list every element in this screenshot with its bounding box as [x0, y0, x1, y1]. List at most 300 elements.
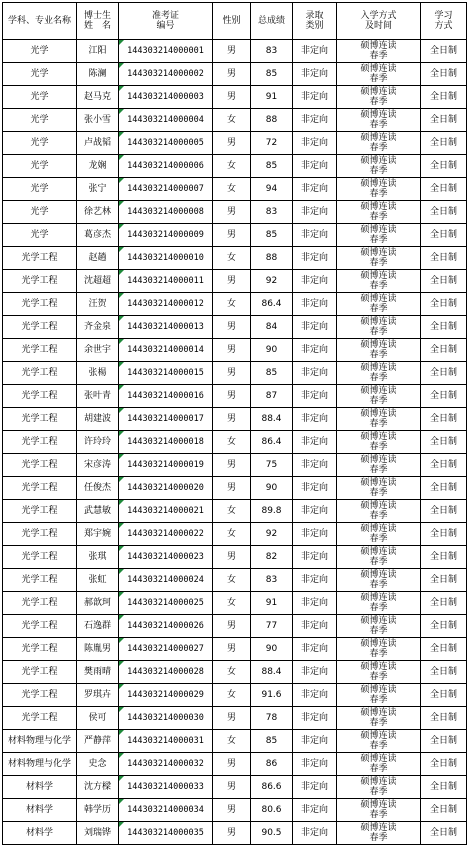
enroll-term-line: 春季 [369, 810, 388, 820]
major-cell: 材料物理与化学 [3, 753, 77, 776]
gender-cell: 女 [213, 569, 251, 592]
score-cell: 85 [251, 155, 293, 178]
admit-type-cell: 非定向 [293, 753, 337, 776]
table-row [3, 339, 467, 362]
admit-type-cell: 非定向 [293, 776, 337, 799]
enroll-term-line: 春季 [369, 51, 388, 61]
score-cell: 83 [251, 40, 293, 63]
score-cell: 80.6 [251, 799, 293, 822]
score-cell: 90 [251, 339, 293, 362]
score-cell: 87 [251, 385, 293, 408]
table-row [3, 454, 467, 477]
name-cell: 罗琪卉 [77, 684, 119, 707]
name-cell: 郝歆珂 [77, 592, 119, 615]
admit-type-cell: 非定向 [293, 684, 337, 707]
study-mode-cell: 全日制 [421, 178, 467, 201]
table-row [3, 247, 467, 270]
gender-cell: 男 [213, 224, 251, 247]
major-cell: 光学 [3, 132, 77, 155]
gender-cell: 女 [213, 592, 251, 615]
exam-id-cell: 144303214000015 [119, 362, 213, 385]
exam-id-cell: 144303214000009 [119, 224, 213, 247]
exam-id-cell: 144303214000035 [119, 822, 213, 845]
admit-type-cell: 非定向 [293, 86, 337, 109]
exam-id-cell: 144303214000024 [119, 569, 213, 592]
enroll-mode-cell [337, 707, 421, 730]
enroll-mode-cell [337, 201, 421, 224]
gender-cell: 男 [213, 408, 251, 431]
name-cell: 任俊杰 [77, 477, 119, 500]
major-cell: 光学工程 [3, 684, 77, 707]
enroll-mode-line: 硕博连读 [360, 409, 397, 419]
admit-type-cell: 非定向 [293, 592, 337, 615]
enroll-mode-line: 硕博连读 [360, 777, 397, 787]
table-row [3, 316, 467, 339]
name-cell: 沈方樑 [77, 776, 119, 799]
enroll-mode-cell [337, 523, 421, 546]
enroll-term-line: 春季 [369, 741, 388, 751]
exam-id-cell: 144303214000025 [119, 592, 213, 615]
admit-type-cell: 非定向 [293, 500, 337, 523]
score-cell: 83 [251, 201, 293, 224]
admit-type-cell: 非定向 [293, 178, 337, 201]
header-score: 总成绩 [251, 3, 293, 40]
name-cell: 赵马克 [77, 86, 119, 109]
header-row [3, 3, 467, 40]
admit-type-cell: 非定向 [293, 615, 337, 638]
enroll-mode-line: 硕博连读 [360, 340, 397, 350]
gender-cell: 男 [213, 707, 251, 730]
name-cell: 郑宇婉 [77, 523, 119, 546]
study-mode-cell: 全日制 [421, 86, 467, 109]
enroll-term-line: 春季 [369, 649, 388, 659]
major-cell: 光学工程 [3, 615, 77, 638]
study-mode-cell: 全日制 [421, 316, 467, 339]
header-admit-type: 录取 类别 [293, 3, 337, 40]
gender-cell: 女 [213, 293, 251, 316]
score-cell: 91 [251, 86, 293, 109]
enroll-mode-cell [337, 799, 421, 822]
admit-type-cell: 非定向 [293, 730, 337, 753]
exam-id-cell: 144303214000001 [119, 40, 213, 63]
exam-id-cell: 144303214000023 [119, 546, 213, 569]
major-cell: 光学 [3, 201, 77, 224]
enroll-mode-cell [337, 40, 421, 63]
exam-id-cell: 144303214000006 [119, 155, 213, 178]
enroll-mode-line: 硕博连读 [360, 455, 397, 465]
score-cell: 92 [251, 523, 293, 546]
gender-cell: 男 [213, 339, 251, 362]
major-cell: 光学工程 [3, 661, 77, 684]
name-cell: 张小雪 [77, 109, 119, 132]
enroll-term-line: 春季 [369, 465, 388, 475]
exam-id-cell: 144303214000007 [119, 178, 213, 201]
name-cell: 沈超超 [77, 270, 119, 293]
name-cell: 许玲玲 [77, 431, 119, 454]
enroll-term-line: 春季 [369, 281, 388, 291]
admit-type-cell: 非定向 [293, 270, 337, 293]
exam-id-cell: 144303214000012 [119, 293, 213, 316]
name-cell: 张宁 [77, 178, 119, 201]
enroll-mode-cell [337, 86, 421, 109]
name-cell: 张琪 [77, 546, 119, 569]
exam-id-cell: 144303214000026 [119, 615, 213, 638]
enroll-mode-cell [337, 615, 421, 638]
enroll-mode-line: 硕博连读 [360, 823, 397, 833]
score-cell: 91.6 [251, 684, 293, 707]
study-mode-cell: 全日制 [421, 155, 467, 178]
study-mode-cell: 全日制 [421, 40, 467, 63]
enroll-mode-cell [337, 339, 421, 362]
enroll-mode-cell [337, 431, 421, 454]
enroll-mode-line: 硕博连读 [360, 731, 397, 741]
score-cell: 88 [251, 109, 293, 132]
enroll-mode-line: 硕博连读 [360, 593, 397, 603]
study-mode-cell: 全日制 [421, 730, 467, 753]
study-mode-cell: 全日制 [421, 500, 467, 523]
exam-id-cell: 144303214000021 [119, 500, 213, 523]
major-cell: 光学工程 [3, 385, 77, 408]
enroll-mode-line: 硕博连读 [360, 294, 397, 304]
admit-type-cell: 非定向 [293, 661, 337, 684]
study-mode-cell: 全日制 [421, 822, 467, 845]
study-mode-cell: 全日制 [421, 63, 467, 86]
score-cell: 82 [251, 546, 293, 569]
major-cell: 光学工程 [3, 362, 77, 385]
admit-type-cell: 非定向 [293, 316, 337, 339]
enroll-term-line: 春季 [369, 557, 388, 567]
exam-id-cell: 144303214000014 [119, 339, 213, 362]
table-row [3, 155, 467, 178]
name-cell: 胡建波 [77, 408, 119, 431]
gender-cell: 女 [213, 247, 251, 270]
enroll-mode-cell [337, 247, 421, 270]
major-cell: 材料学 [3, 822, 77, 845]
name-cell: 史念 [77, 753, 119, 776]
enroll-term-line: 春季 [369, 626, 388, 636]
enroll-term-line: 春季 [369, 833, 388, 843]
exam-id-cell: 144303214000020 [119, 477, 213, 500]
gender-cell: 男 [213, 477, 251, 500]
enroll-mode-line: 硕博连读 [360, 179, 397, 189]
enroll-mode-line: 硕博连读 [360, 248, 397, 258]
table-row [3, 408, 467, 431]
name-cell: 卢战韬 [77, 132, 119, 155]
admit-type-cell: 非定向 [293, 799, 337, 822]
study-mode-cell: 全日制 [421, 684, 467, 707]
enroll-mode-cell [337, 822, 421, 845]
gender-cell: 女 [213, 431, 251, 454]
admit-type-cell: 非定向 [293, 822, 337, 845]
admit-type-cell: 非定向 [293, 546, 337, 569]
enroll-term-line: 春季 [369, 166, 388, 176]
exam-id-cell: 144303214000011 [119, 270, 213, 293]
enroll-term-line: 春季 [369, 212, 388, 222]
enroll-mode-line: 硕博连读 [360, 432, 397, 442]
enroll-mode-line: 硕博连读 [360, 64, 397, 74]
major-cell: 光学 [3, 224, 77, 247]
enroll-mode-cell [337, 730, 421, 753]
enroll-term-line: 春季 [369, 258, 388, 268]
exam-id-cell: 144303214000008 [119, 201, 213, 224]
enroll-mode-line: 硕博连读 [360, 271, 397, 281]
enroll-term-line: 春季 [369, 672, 388, 682]
enroll-term-line: 春季 [369, 396, 388, 406]
enroll-term-line: 春季 [369, 304, 388, 314]
name-cell: 张叶青 [77, 385, 119, 408]
enroll-mode-line: 硕博连读 [360, 547, 397, 557]
enroll-mode-cell [337, 316, 421, 339]
score-cell: 85 [251, 730, 293, 753]
table-row [3, 201, 467, 224]
enroll-mode-cell [337, 155, 421, 178]
gender-cell: 男 [213, 822, 251, 845]
admit-type-cell: 非定向 [293, 293, 337, 316]
score-cell: 85 [251, 63, 293, 86]
admit-type-cell: 非定向 [293, 477, 337, 500]
admit-type-cell: 非定向 [293, 224, 337, 247]
gender-cell: 女 [213, 661, 251, 684]
major-cell: 光学工程 [3, 707, 77, 730]
enroll-mode-line: 硕博连读 [360, 386, 397, 396]
gender-cell: 女 [213, 523, 251, 546]
admit-type-cell: 非定向 [293, 63, 337, 86]
enroll-mode-cell [337, 109, 421, 132]
enroll-mode-line: 硕博连读 [360, 754, 397, 764]
enroll-term-line: 春季 [369, 97, 388, 107]
exam-id-cell: 144303214000030 [119, 707, 213, 730]
enroll-mode-cell [337, 546, 421, 569]
name-cell: 樊雨晴 [77, 661, 119, 684]
enroll-mode-line: 硕博连读 [360, 363, 397, 373]
admit-type-cell: 非定向 [293, 707, 337, 730]
study-mode-cell: 全日制 [421, 638, 467, 661]
gender-cell: 男 [213, 546, 251, 569]
enroll-term-line: 春季 [369, 695, 388, 705]
enroll-mode-line: 硕博连读 [360, 317, 397, 327]
table-row [3, 63, 467, 86]
table-row [3, 270, 467, 293]
gender-cell: 男 [213, 86, 251, 109]
table-row [3, 362, 467, 385]
major-cell: 光学工程 [3, 569, 77, 592]
major-cell: 光学工程 [3, 293, 77, 316]
exam-id-cell: 144303214000016 [119, 385, 213, 408]
major-cell: 光学 [3, 155, 77, 178]
enroll-mode-line: 硕博连读 [360, 87, 397, 97]
score-cell: 90.5 [251, 822, 293, 845]
header-major: 学科、专业名称 [3, 3, 77, 40]
table-row [3, 684, 467, 707]
score-cell: 78 [251, 707, 293, 730]
major-cell: 光学工程 [3, 270, 77, 293]
enroll-mode-cell [337, 477, 421, 500]
table-row [3, 40, 467, 63]
name-cell: 侯可 [77, 707, 119, 730]
table-row [3, 569, 467, 592]
major-cell: 光学工程 [3, 477, 77, 500]
name-cell: 武慧敏 [77, 500, 119, 523]
table-row [3, 132, 467, 155]
study-mode-cell: 全日制 [421, 592, 467, 615]
gender-cell: 女 [213, 178, 251, 201]
score-cell: 86.4 [251, 293, 293, 316]
enroll-term-line: 春季 [369, 718, 388, 728]
study-mode-cell: 全日制 [421, 523, 467, 546]
enroll-term-line: 春季 [369, 189, 388, 199]
enroll-term-line: 春季 [369, 603, 388, 613]
enroll-mode-cell [337, 569, 421, 592]
exam-id-cell: 144303214000034 [119, 799, 213, 822]
enroll-term-line: 春季 [369, 373, 388, 383]
enroll-term-line: 春季 [369, 419, 388, 429]
exam-id-cell: 144303214000017 [119, 408, 213, 431]
admit-type-cell: 非定向 [293, 109, 337, 132]
table-row [3, 523, 467, 546]
enroll-mode-line: 硕博连读 [360, 156, 397, 166]
score-cell: 88 [251, 247, 293, 270]
gender-cell: 女 [213, 500, 251, 523]
major-cell: 光学工程 [3, 638, 77, 661]
exam-id-cell: 144303214000032 [119, 753, 213, 776]
score-cell: 89.8 [251, 500, 293, 523]
study-mode-cell: 全日制 [421, 776, 467, 799]
enroll-mode-cell [337, 500, 421, 523]
exam-id-cell: 144303214000033 [119, 776, 213, 799]
enroll-term-line: 春季 [369, 511, 388, 521]
enroll-mode-line: 硕博连读 [360, 662, 397, 672]
study-mode-cell: 全日制 [421, 615, 467, 638]
enroll-mode-cell [337, 776, 421, 799]
study-mode-cell: 全日制 [421, 546, 467, 569]
table-row [3, 707, 467, 730]
enroll-mode-line: 硕博连读 [360, 501, 397, 511]
score-cell: 86.6 [251, 776, 293, 799]
score-cell: 75 [251, 454, 293, 477]
study-mode-cell: 全日制 [421, 132, 467, 155]
study-mode-cell: 全日制 [421, 799, 467, 822]
enroll-term-line: 春季 [369, 488, 388, 498]
exam-id-cell: 144303214000019 [119, 454, 213, 477]
major-cell: 光学工程 [3, 408, 77, 431]
enroll-mode-line: 硕博连读 [360, 524, 397, 534]
enroll-term-line: 春季 [369, 442, 388, 452]
table-row [3, 546, 467, 569]
major-cell: 光学工程 [3, 431, 77, 454]
score-cell: 86.4 [251, 431, 293, 454]
table-row [3, 822, 467, 845]
enroll-term-line: 春季 [369, 787, 388, 797]
enroll-mode-cell [337, 684, 421, 707]
admit-type-cell: 非定向 [293, 385, 337, 408]
score-cell: 92 [251, 270, 293, 293]
major-cell: 光学 [3, 63, 77, 86]
major-cell: 光学工程 [3, 247, 77, 270]
exam-id-cell: 144303214000010 [119, 247, 213, 270]
score-cell: 90 [251, 638, 293, 661]
header-exam-id: 准考证 编号 [119, 3, 213, 40]
score-cell: 90 [251, 477, 293, 500]
gender-cell: 男 [213, 316, 251, 339]
study-mode-cell: 全日制 [421, 707, 467, 730]
table-row [3, 431, 467, 454]
name-cell: 宋彦涛 [77, 454, 119, 477]
score-cell: 88.4 [251, 408, 293, 431]
header-study-mode: 学习 方式 [421, 3, 467, 40]
gender-cell: 男 [213, 40, 251, 63]
gender-cell: 女 [213, 155, 251, 178]
header-name: 博士生 姓 名 [77, 3, 119, 40]
enroll-mode-cell [337, 178, 421, 201]
major-cell: 光学工程 [3, 523, 77, 546]
name-cell: 余世宇 [77, 339, 119, 362]
enroll-mode-line: 硕博连读 [360, 800, 397, 810]
table-row [3, 500, 467, 523]
exam-id-cell: 144303214000031 [119, 730, 213, 753]
enroll-mode-cell [337, 638, 421, 661]
enroll-mode-cell [337, 385, 421, 408]
admit-type-cell: 非定向 [293, 454, 337, 477]
name-cell: 赵趟 [77, 247, 119, 270]
study-mode-cell: 全日制 [421, 293, 467, 316]
enroll-mode-line: 硕博连读 [360, 708, 397, 718]
exam-id-cell: 144303214000018 [119, 431, 213, 454]
gender-cell: 男 [213, 454, 251, 477]
name-cell: 陈胤男 [77, 638, 119, 661]
study-mode-cell: 全日制 [421, 477, 467, 500]
major-cell: 材料学 [3, 799, 77, 822]
admit-type-cell: 非定向 [293, 523, 337, 546]
major-cell: 材料物理与化学 [3, 730, 77, 753]
admit-type-cell: 非定向 [293, 431, 337, 454]
table-row [3, 224, 467, 247]
table-row [3, 178, 467, 201]
study-mode-cell: 全日制 [421, 431, 467, 454]
admit-type-cell: 非定向 [293, 132, 337, 155]
exam-id-cell: 144303214000003 [119, 86, 213, 109]
admit-type-cell: 非定向 [293, 362, 337, 385]
admit-type-cell: 非定向 [293, 408, 337, 431]
table-row [3, 109, 467, 132]
admit-type-cell: 非定向 [293, 569, 337, 592]
enroll-mode-cell [337, 270, 421, 293]
table-row [3, 86, 467, 109]
gender-cell: 女 [213, 109, 251, 132]
admit-type-cell: 非定向 [293, 155, 337, 178]
enroll-mode-line: 硕博连读 [360, 202, 397, 212]
header-enroll-mode: 入学方式 及时间 [337, 3, 421, 40]
exam-id-cell: 144303214000027 [119, 638, 213, 661]
exam-id-cell: 144303214000022 [119, 523, 213, 546]
score-cell: 86 [251, 753, 293, 776]
enroll-mode-cell [337, 293, 421, 316]
table-body [3, 40, 467, 845]
study-mode-cell: 全日制 [421, 385, 467, 408]
name-cell: 张虹 [77, 569, 119, 592]
enroll-mode-cell [337, 454, 421, 477]
enroll-mode-line: 硕博连读 [360, 133, 397, 143]
table-row [3, 776, 467, 799]
score-cell: 94 [251, 178, 293, 201]
name-cell: 汪贺 [77, 293, 119, 316]
name-cell: 陈澜 [77, 63, 119, 86]
gender-cell: 男 [213, 132, 251, 155]
enroll-mode-line: 硕博连读 [360, 110, 397, 120]
enroll-mode-cell [337, 132, 421, 155]
enroll-mode-line: 硕博连读 [360, 225, 397, 235]
exam-id-cell: 144303214000004 [119, 109, 213, 132]
study-mode-cell: 全日制 [421, 362, 467, 385]
